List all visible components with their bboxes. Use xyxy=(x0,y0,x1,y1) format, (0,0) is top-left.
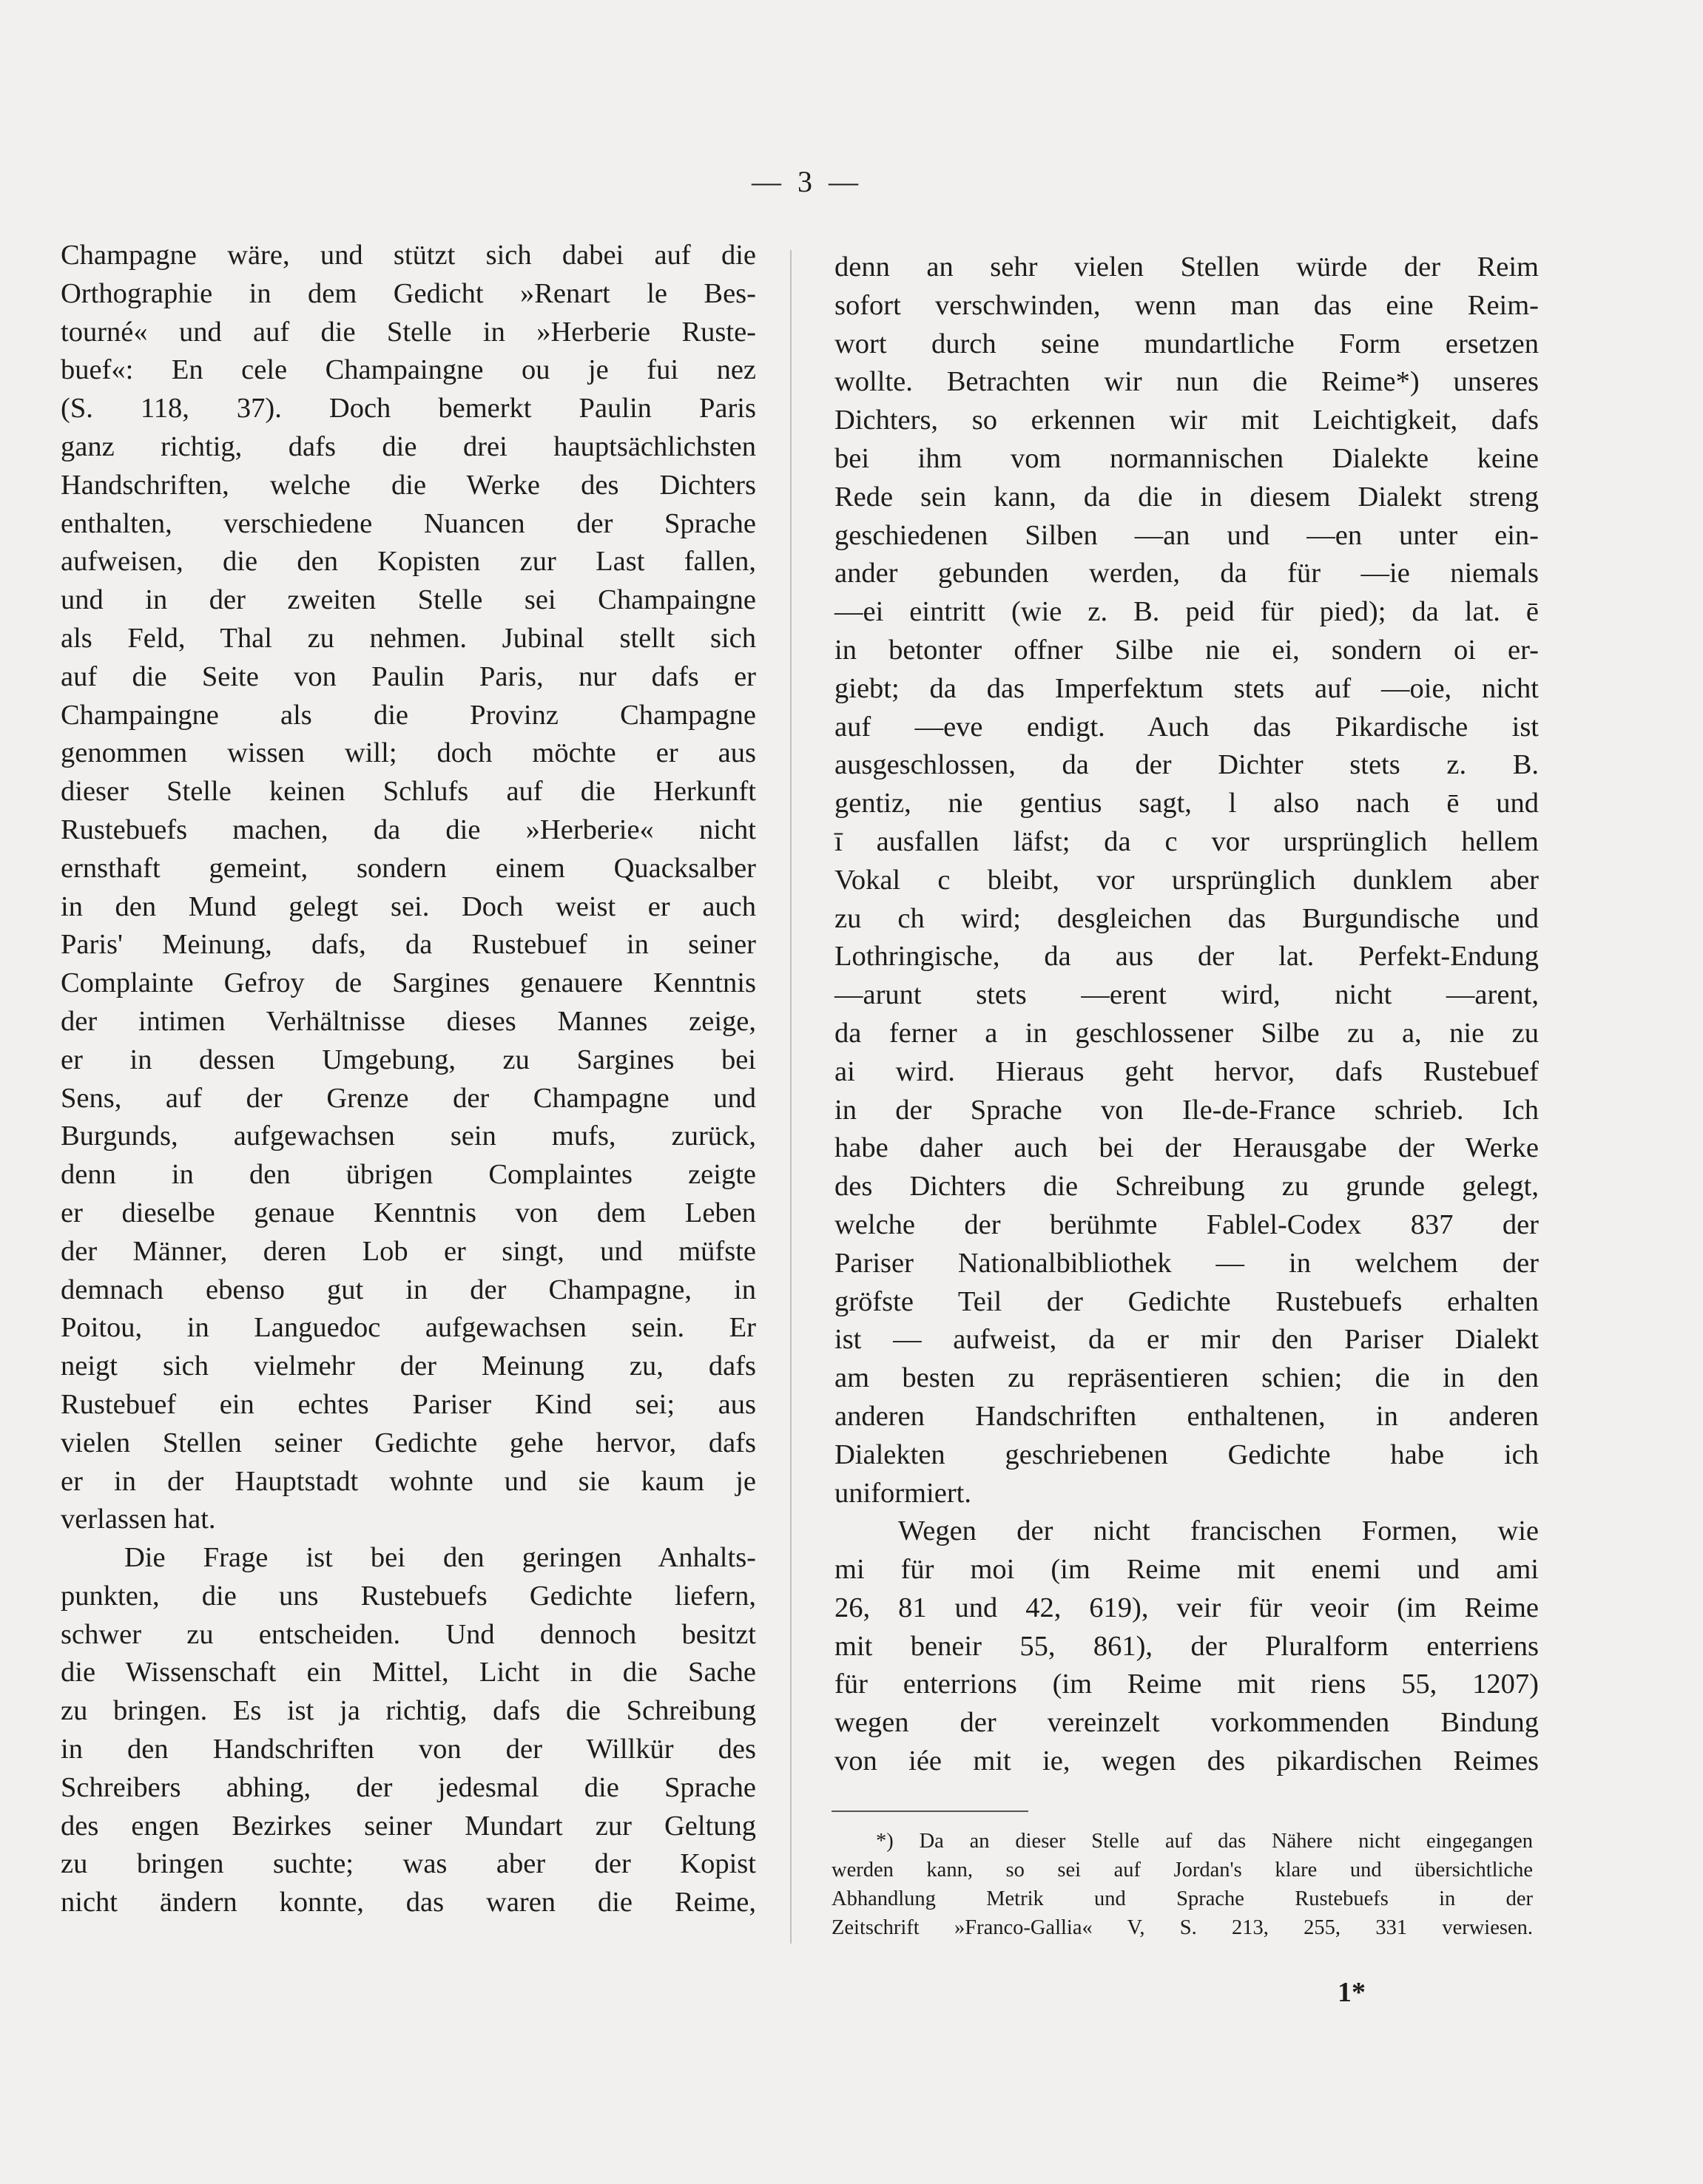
text-line: in den Mund gelegt sei. Doch weist er auch xyxy=(61,890,756,922)
text-line: Paris' Meinung, dafs, da Rustebuef in seiner xyxy=(61,929,756,961)
text-line: des engen Bezirkes seiner Mundart zur Geltung xyxy=(61,1810,756,1842)
left-column xyxy=(61,237,756,1922)
text-line: enthalten, verschiedene Nuancen der Sprache xyxy=(61,507,756,539)
column-divider xyxy=(790,250,792,1944)
text-line: als Feld, Thal zu nehmen. Jubinal stellt sich xyxy=(61,622,756,654)
text-line: Rustebuef ein echtes Pariser Kind sei; aus xyxy=(61,1388,756,1420)
text-line: ist — aufweist, da er mir den Pariser Dialekt xyxy=(834,1324,1539,1356)
text-line: Complainte Gefroy de Sargines genauere Kenntnis xyxy=(61,967,756,999)
text-line: Burgunds, aufgewachsen sein mufs, zurück, xyxy=(61,1120,756,1152)
text-line: am besten zu repräsentieren schien; die in den xyxy=(834,1362,1539,1394)
text-line: in betonter offner Silbe nie ei, sondern oi er- xyxy=(834,634,1539,666)
text-line: —arunt stets —erent wird, nicht —arent, xyxy=(834,979,1539,1011)
text-line: 26, 81 und 42, 619), veir für veoir (im Reime xyxy=(834,1592,1539,1623)
sheet-signature: 1* xyxy=(1338,1977,1366,2008)
text-line: er dieselbe genaue Kenntnis von dem Leben xyxy=(61,1197,756,1228)
text-line: er in dessen Umgebung, zu Sargines bei xyxy=(61,1044,756,1075)
footnote-rule xyxy=(832,1811,1028,1812)
text-line: gröfste Teil der Gedichte Rustebuefs erhalten xyxy=(834,1285,1539,1317)
text-line: Orthographie in dem Gedicht »Renart le Bes- xyxy=(61,277,756,309)
text-line: Pariser Nationalbibliothek — in welchem der xyxy=(834,1247,1539,1279)
text-line: —ei eintritt (wie z. B. peid für pied); da lat. ē xyxy=(834,596,1539,628)
text-line: Schreibers abhing, der jedesmal die Sprache xyxy=(61,1771,756,1803)
text-line: Lothringische, da aus der lat. Perfekt-Endung xyxy=(834,941,1539,973)
text-line: punkten, die uns Rustebuefs Gedichte liefern, xyxy=(61,1580,756,1612)
text-line: Poitou, in Languedoc aufgewachsen sein. Er xyxy=(61,1312,756,1344)
text-line: welche der berühmte Fablel-Codex 837 der xyxy=(834,1208,1539,1240)
text-line: Dichters, so erkennen wir mit Leichtigkeit, dafs xyxy=(834,405,1539,436)
paragraph-start-line: Die Frage ist bei den geringen Anhalts- xyxy=(124,1542,756,1574)
footnote-line: Zeitschrift »Franco-Gallia« V, S. 213, 255, 331 verwiesen. xyxy=(832,1916,1533,1939)
text-line: ganz richtig, dafs die drei hauptsächlichsten xyxy=(61,430,756,462)
text-line: Rede sein kann, da die in diesem Dialekt streng xyxy=(834,481,1539,513)
text-line: der intimen Verhältnisse dieses Mannes zeige, xyxy=(61,1005,756,1037)
text-line: uniformiert. xyxy=(834,1477,971,1509)
text-line: bei ihm vom normannischen Dialekte keine xyxy=(834,442,1539,474)
text-line: habe daher auch bei der Herausgabe der Werke xyxy=(834,1132,1539,1164)
text-line: buef«: En cele Champaingne ou je fui nez xyxy=(61,354,756,386)
text-line: Vokal c bleibt, vor ursprünglich dunklem aber xyxy=(834,864,1539,896)
text-line: tourné« und auf die Stelle in »Herberie Ruste- xyxy=(61,316,756,348)
text-line: verlassen hat. xyxy=(61,1504,216,1535)
right-column xyxy=(834,249,1539,1781)
text-line: denn in den übrigen Complaintes zeigte xyxy=(61,1159,756,1191)
text-line: in den Handschriften von der Willkür des xyxy=(61,1734,756,1765)
text-line: giebt; da das Imperfektum stets auf —oie, nicht xyxy=(834,672,1539,704)
text-line: der Männer, deren Lob er singt, und müfste xyxy=(61,1235,756,1267)
text-line: neigt sich vielmehr der Meinung zu, dafs xyxy=(61,1350,756,1382)
text-line: demnach ebenso gut in der Champagne, in xyxy=(61,1274,756,1305)
text-line: mit beneir 55, 861), der Pluralform enterriens xyxy=(834,1630,1539,1662)
text-line: sofort verschwinden, wenn man das eine Reim- xyxy=(834,289,1539,321)
page-number: — 3 — xyxy=(752,165,863,198)
text-line: Rustebuefs machen, da die »Herberie« nicht xyxy=(61,814,756,845)
text-line: für enterrions (im Reime mit riens 55, 1207) xyxy=(834,1669,1539,1700)
text-line: wegen der vereinzelt vorkommenden Bindung xyxy=(834,1707,1539,1739)
text-line: denn an sehr vielen Stellen würde der Reim xyxy=(834,251,1539,283)
text-line: auf die Seite von Paulin Paris, nur dafs er xyxy=(61,660,756,692)
text-line: ī ausfallen läfst; da c vor ursprünglich hellem xyxy=(834,825,1539,857)
text-line: Handschriften, welche die Werke des Dichters xyxy=(61,469,756,501)
text-line: nicht ändern konnte, das waren die Reime, xyxy=(61,1887,756,1918)
text-line: vielen Stellen seiner Gedichte gehe hervor, dafs xyxy=(61,1427,756,1458)
text-line: auf —eve endigt. Auch das Pikardische ist xyxy=(834,711,1539,743)
text-line: Sens, auf der Grenze der Champagne und xyxy=(61,1082,756,1114)
text-line: da ferner a in geschlossener Silbe zu a, nie zu xyxy=(834,1017,1539,1049)
text-line: gentiz, nie gentius sagt, l also nach ē und xyxy=(834,788,1539,819)
paragraph-start-line: Wegen der nicht francischen Formen, wie xyxy=(898,1515,1539,1547)
text-line: die Wissenschaft ein Mittel, Licht in die Sache xyxy=(61,1657,756,1688)
text-line: ernsthaft gemeint, sondern einem Quacksalber xyxy=(61,852,756,884)
text-line: zu bringen. Es ist ja richtig, dafs die Schreibung xyxy=(61,1695,756,1727)
text-line: genommen wissen will; doch möchte er aus xyxy=(61,737,756,769)
text-line: zu ch wird; desgleichen das Burgundische und xyxy=(834,902,1539,934)
text-line: des Dichters die Schreibung zu grunde gelegt, xyxy=(834,1171,1539,1203)
text-line: geschiedenen Silben —an und —en unter ein- xyxy=(834,519,1539,551)
text-line: (S. 118, 37). Doch bemerkt Paulin Paris xyxy=(61,393,756,425)
footnote-line: *) Da an dieser Stelle auf das Nähere nicht eingegangen xyxy=(876,1830,1533,1853)
text-line: mi für moi (im Reime mit enemi und ami xyxy=(834,1554,1539,1586)
text-line: und in der zweiten Stelle sei Champaingne xyxy=(61,584,756,616)
text-line: anderen Handschriften enthaltenen, in anderen xyxy=(834,1400,1539,1432)
text-line: ai wird. Hieraus geht hervor, dafs Rustebuef xyxy=(834,1055,1539,1087)
footnote-line: Abhandlung Metrik und Sprache Rustebuefs in der xyxy=(832,1887,1533,1910)
text-line: in der Sprache von Ile-de-France schrieb. Ich xyxy=(834,1094,1539,1126)
footnote xyxy=(832,1827,1533,1942)
text-line: Champagne wäre, und stützt sich dabei auf die xyxy=(61,240,756,271)
text-line: schwer zu entscheiden. Und dennoch besitzt xyxy=(61,1618,756,1650)
text-line: ausgeschlossen, da der Dichter stets z. B. xyxy=(834,749,1539,781)
text-line: aufweisen, die den Kopisten zur Last fallen, xyxy=(61,546,756,578)
text-line: er in der Hauptstadt wohnte und sie kaum je xyxy=(61,1465,756,1497)
text-line: von iée mit ie, wegen des pikardischen Reimes xyxy=(834,1745,1539,1777)
text-line: wort durch seine mundartliche Form ersetzen xyxy=(834,328,1539,359)
text-line: Dialekten geschriebenen Gedichte habe ich xyxy=(834,1438,1539,1470)
text-line: ander gebunden werden, da für —ie niemals xyxy=(834,558,1539,589)
text-line: zu bringen suchte; was aber der Kopist xyxy=(61,1848,756,1880)
footnote-line: werden kann, so sei auf Jordan's klare und übersichtliche xyxy=(832,1859,1533,1882)
text-line: Champaingne als die Provinz Champagne xyxy=(61,699,756,731)
text-line: dieser Stelle keinen Schlufs auf die Herkunft xyxy=(61,776,756,808)
text-line: wollte. Betrachten wir nun die Reime*) unseres xyxy=(834,366,1539,398)
